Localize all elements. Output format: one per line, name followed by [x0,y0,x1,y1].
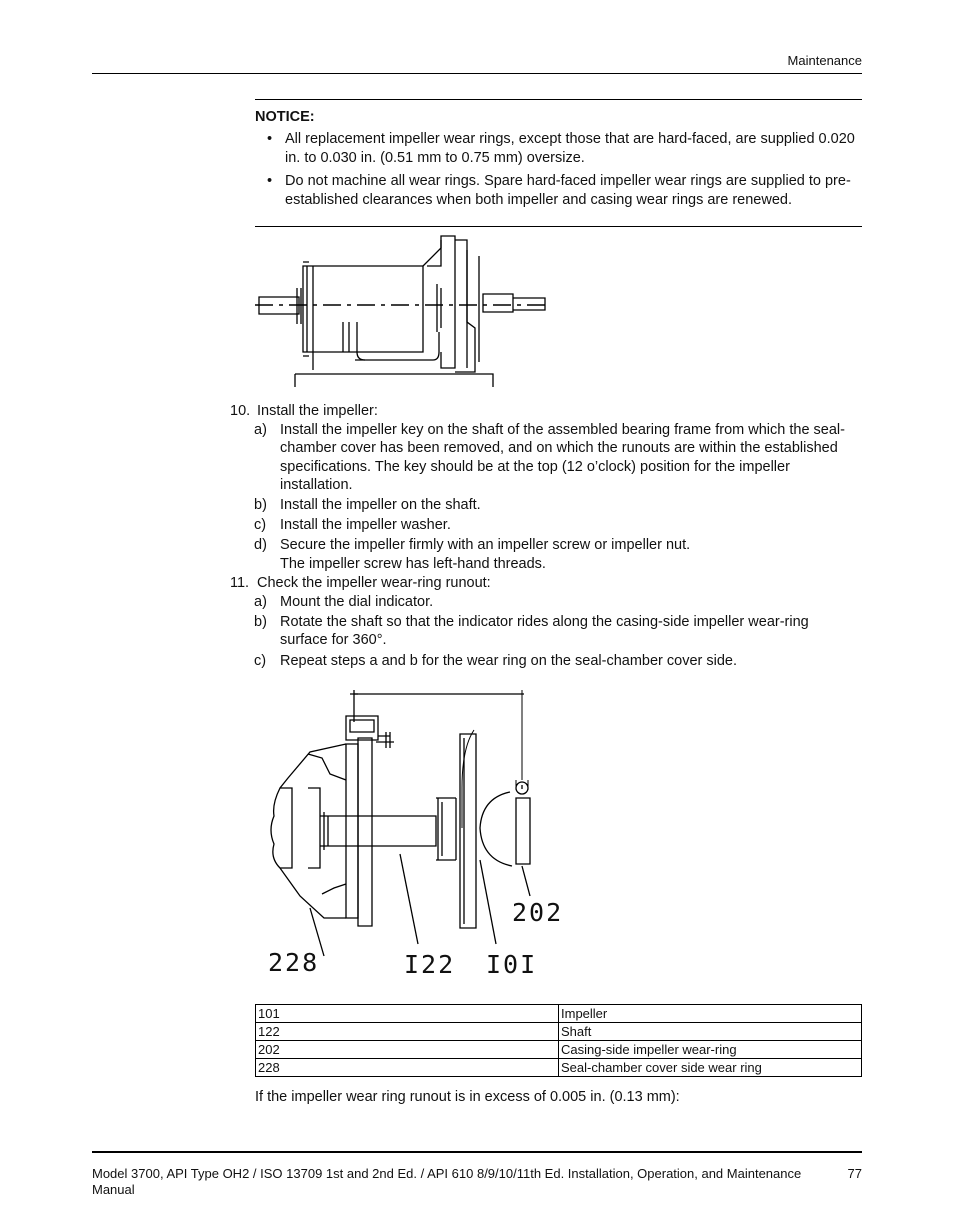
callout-202: 202 [512,898,564,927]
procedure-steps [230,402,850,670]
substep-text: Mount the dial indicator. [280,594,434,611]
runout-condition-text: If the impeller wear ring runout is in excess of 0.005 in. (0.13 mm): [255,1089,680,1105]
footer-manual-title: Model 3700, API Type OH2 / ISO 13709 1st and 2nd Ed. / API 610 8/9/10/11th Ed. Installation, Operation, and Maintenance Manual [92,1166,802,1197]
part-code: 228 [256,1059,559,1077]
callout-122: I22 [404,950,456,979]
substep-letter: d) [254,537,267,554]
bearing-frame-figure [255,232,555,390]
notice-list [255,130,862,210]
step-text: Install the impeller: [257,403,378,419]
substep [230,536,850,572]
substep-letter: c) [254,652,267,669]
part-code: 122 [256,1023,559,1041]
substep [230,496,850,514]
part-description: Seal-chamber cover side wear ring [559,1059,862,1077]
substep-text: Secure the impeller firmly with an impeller screw or impeller nut. [280,537,691,554]
substep-letter: b) [254,497,267,514]
step-number: 10. [230,403,251,419]
substep-text: Install the impeller washer. [280,517,451,534]
substep-text: Repeat steps a and b for the wear ring on the seal-chamber cover side. [280,652,738,669]
substep-letter: c) [254,517,267,534]
notice-item: • All replacement impeller wear rings, except those that are hard-faced, are supplied 0.020 in. to 0.030 in. (0.51 mm to 0.75 mm) oversize. [255,130,862,168]
callout-101: I0I [486,950,538,979]
parts-legend-table [255,1004,862,1077]
substep [230,421,850,494]
notice-item: • Do not machine all wear rings. Spare hard-faced impeller wear rings are supplied to pre-established clearances when both impeller and casing wear rings are renewed. [255,172,862,210]
table-row [256,1041,862,1059]
substep-letter: a) [254,594,267,611]
substep-note: The impeller screw has left-hand threads. [280,555,546,572]
part-code: 202 [256,1041,559,1059]
part-code: 101 [256,1005,559,1023]
part-description: Shaft [559,1023,862,1041]
footer-rule [92,1151,862,1153]
part-description: Casing-side impeller wear-ring [559,1041,862,1059]
substep [230,652,850,670]
part-description: Impeller [559,1005,862,1023]
table-row [256,1059,862,1077]
step-11 [230,574,850,592]
step-text: Check the impeller wear-ring runout: [257,574,491,591]
substep-letter: a) [254,422,267,439]
substep-text: Install the impeller key on the shaft of the assembled bearing frame from which the seal-chamber cover has been removed, and on which the runouts are within the established specifications. The key should be at the top (12 o’clock) position for the impeller installation. [280,422,845,493]
table-row [256,1005,862,1023]
substep [230,593,850,611]
wear-ring-runout-figure [260,688,570,984]
substep-letter: b) [254,614,267,631]
header-section-label: Maintenance [787,53,862,68]
step-10 [230,402,850,420]
substep [230,613,850,649]
step-number: 11. [230,574,250,591]
substep-text: Install the impeller on the shaft. [280,497,481,514]
table-row [256,1023,862,1041]
notice-box [255,99,862,227]
notice-title: NOTICE: [255,109,315,125]
substep-text: Rotate the shaft so that the indicator rides along the casing-side impeller wear-ring surface for 360°. [280,614,809,649]
header-rule [92,73,862,74]
page-number: 77 [847,1166,862,1181]
callout-228: 228 [268,948,320,977]
substep [230,516,850,534]
